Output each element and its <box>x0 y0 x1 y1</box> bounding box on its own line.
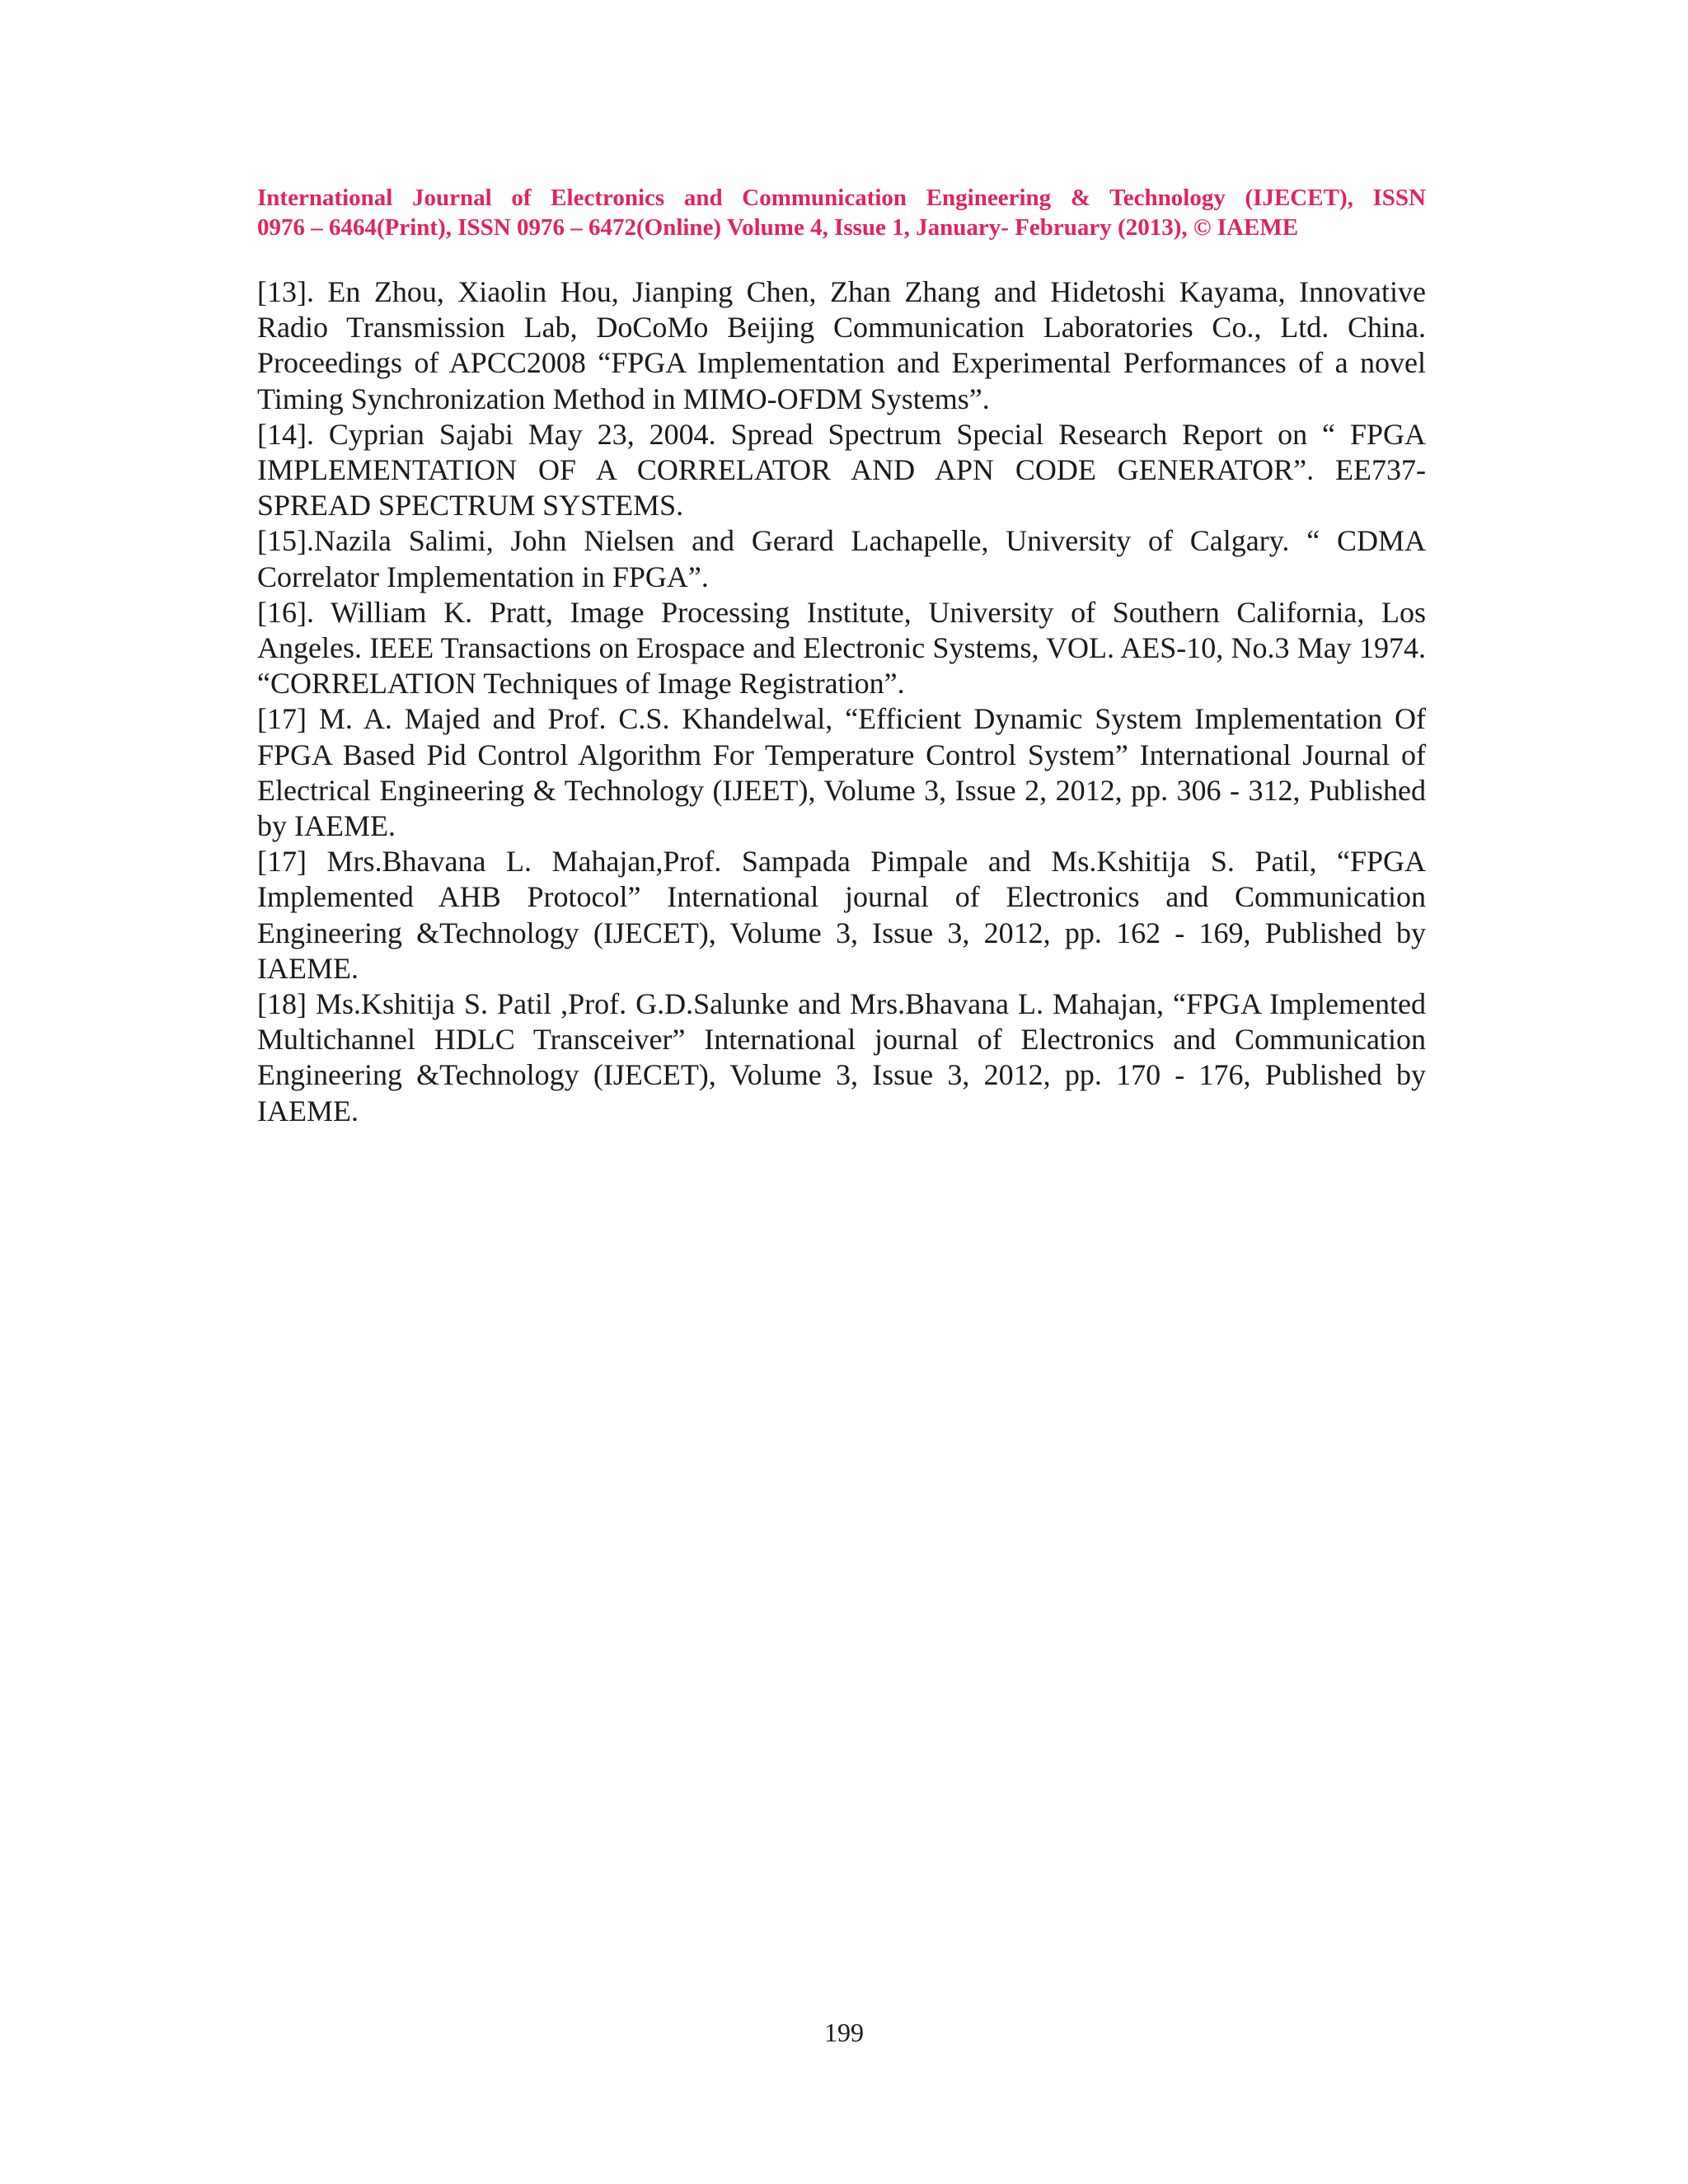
reference-item-15: [15].Nazila Salimi, John Nielsen and Gerard Lachapelle, University of Calgary. “ CDMA Correlator Implementation in FPGA”. <box>257 524 1426 593</box>
reference-item-14: [14]. Cyprian Sajabi May 23, 2004. Spread Spectrum Special Research Report on “ FPGA IMPLEMENTATION OF A CORRELATOR AND APN CODE GENERATOR”. EE737- SPREAD SPECTRUM SYSTEMS. <box>257 417 1426 523</box>
page-number: 199 <box>824 2018 864 2047</box>
reference-item-13: [13]. En Zhou, Xiaolin Hou, Jianping Chen, Zhan Zhang and Hidetoshi Kayama, Innovative Radio Transmission Lab, DoCoMo Beijing Communication Laboratories Co., Ltd. China. Proceedings of APCC2008 “FPGA Implementation and Experimental Performances of a novel Timing Synchronization Method in MIMO-OFDM Systems”. <box>257 275 1426 415</box>
reference-item-16: [16]. William K. Pratt, Image Processing Institute, University of Southern California, Los Angeles. IEEE Transactions on Erospace and Electronic Systems, VOL. AES-10, No.3 May 1974. “CORRELATION Techniques of Image Registration”. <box>257 595 1426 701</box>
reference-item-18: [18] Ms.Kshitija S. Patil ,Prof. G.D.Salunke and Mrs.Bhavana L. Mahajan, “FPGA Implemented Multichannel HDLC Transceiver” International journal of Electronics and Communication Engineering &Technology (IJECET), Volume 3, Issue 3, 2012, pp. 170 - 176, Published by IAEME. <box>257 987 1426 1127</box>
header-line-2: 0976 – 6464(Print), ISSN 0976 – 6472(Online) Volume 4, Issue 1, January- February (2013), © IAEME <box>257 214 1299 241</box>
running-header <box>257 183 1426 242</box>
header-line-1: International Journal of Electronics and Communication Engineering & Technology (IJECET), ISSN <box>257 185 1426 211</box>
reference-item-17a: [17] M. A. Majed and Prof. C.S. Khandelwal, “Efficient Dynamic System Implementation Of FPGA Based Pid Control Algorithm For Temperature Control System” International Journal of Electrical Engineering & Technology (IJEET), Volume 3, Issue 2, 2012, pp. 306 - 312, Published by IAEME. <box>257 702 1426 843</box>
reference-list <box>257 274 1426 1129</box>
reference-item-17b: [17] Mrs.Bhavana L. Mahajan,Prof. Sampada Pimpale and Ms.Kshitija S. Patil, “FPGA Implemented AHB Protocol” International journal of Electronics and Communication Engineering &Technology (IJECET), Volume 3, Issue 3, 2012, pp. 162 - 169, Published by IAEME. <box>257 845 1426 985</box>
